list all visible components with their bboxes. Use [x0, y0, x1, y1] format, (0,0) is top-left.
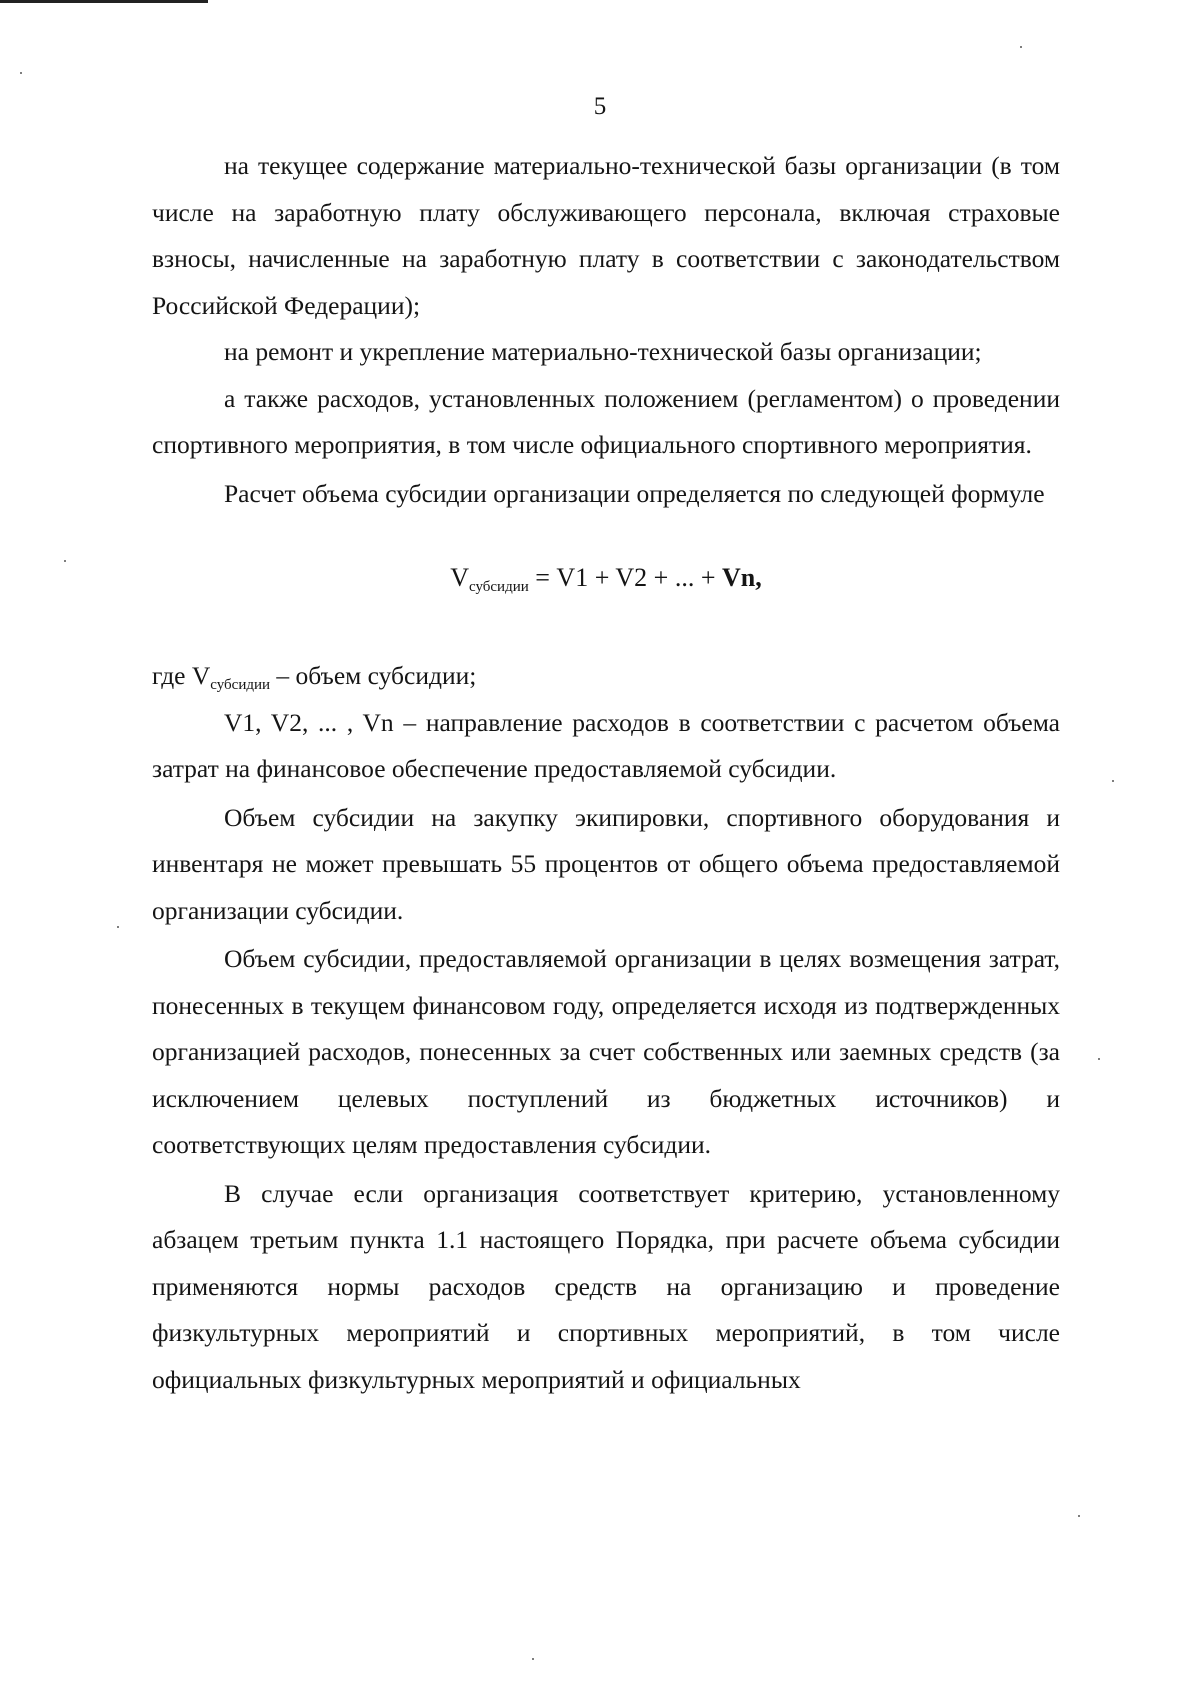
paragraph-norms: В случае если организация соответствует критерию, установленному абзацем третьим пункта 1.1 настоящего Порядка, при расчете объема субсидии применяются нормы расходов средств на организацию и проведение физкультурных мероприятий и спортивных мероприятий, в том числе официальных физкультурных мероприятий и официальных [152, 1178, 1060, 1394]
paragraph-formula-intro: Расчет объема субсидии организации определяется по следующей формуле [224, 478, 1045, 508]
formula-lhs: V [450, 563, 469, 592]
document-body [152, 143, 1060, 1403]
paragraph-maintenance: на текущее содержание материально-технической базы организации (в том числе на заработную плату обслуживающего персонала, включая страховые взносы, начисленные на заработную плату в соответствии с законодательством Российской Федерации); [152, 151, 1060, 320]
paragraph-repair: на ремонт и укрепление материально-технической базы организации; [224, 337, 982, 366]
where-subscript: субсидии [210, 677, 271, 693]
where-suffix: – объем субсидии; [270, 661, 477, 690]
scan-speck [1020, 46, 1022, 48]
page-number: 5 [593, 93, 607, 120]
scan-speck [64, 560, 66, 562]
scan-speck [1098, 1058, 1100, 1060]
scan-speck [20, 72, 22, 74]
scan-speck [1078, 1515, 1080, 1517]
where-prefix: где V [152, 661, 211, 690]
formula-rhs-last-term: Vn, [722, 563, 762, 592]
paragraph-event-expenses: а также расходов, установленных положением (регламентом) о проведении спортивного мероприятия, в том числе официального спортивного мероприятия. [152, 383, 1060, 459]
scan-speck [1112, 780, 1114, 782]
formula-lhs-subscript: субсидии [469, 579, 529, 595]
paragraph-where [152, 653, 1060, 700]
paragraph-equipment-limit: Объем субсидии на закупку экипировки, спортивного оборудования и инвентаря не может превышать 55 процентов от общего объема предоставляемой организации субсидии. [152, 802, 1060, 925]
formula-rhs: = V1 + V2 + ... + [528, 563, 723, 592]
scan-speck [117, 926, 119, 928]
subsidy-formula [152, 517, 1060, 653]
paragraph-reimbursement: Объем субсидии, предоставляемой организации в целях возмещения затрат, понесенных в текущем финансовом году, определяется исходя из подтвержденных организацией расходов, понесенных за счет собственных или заемных средств (за исключением целевых поступлений из бюджетных источников) и соответствующих целям предоставления субсидии. [152, 944, 1060, 1159]
paragraph-expense-directions: V1, V2, ... , Vn – направление расходов в соответствии с расчетом объема затрат на финансовое обеспечение предоставляемой субсидии. [152, 707, 1060, 783]
top-edge-rule [0, 0, 208, 3]
scan-speck [532, 1658, 534, 1660]
